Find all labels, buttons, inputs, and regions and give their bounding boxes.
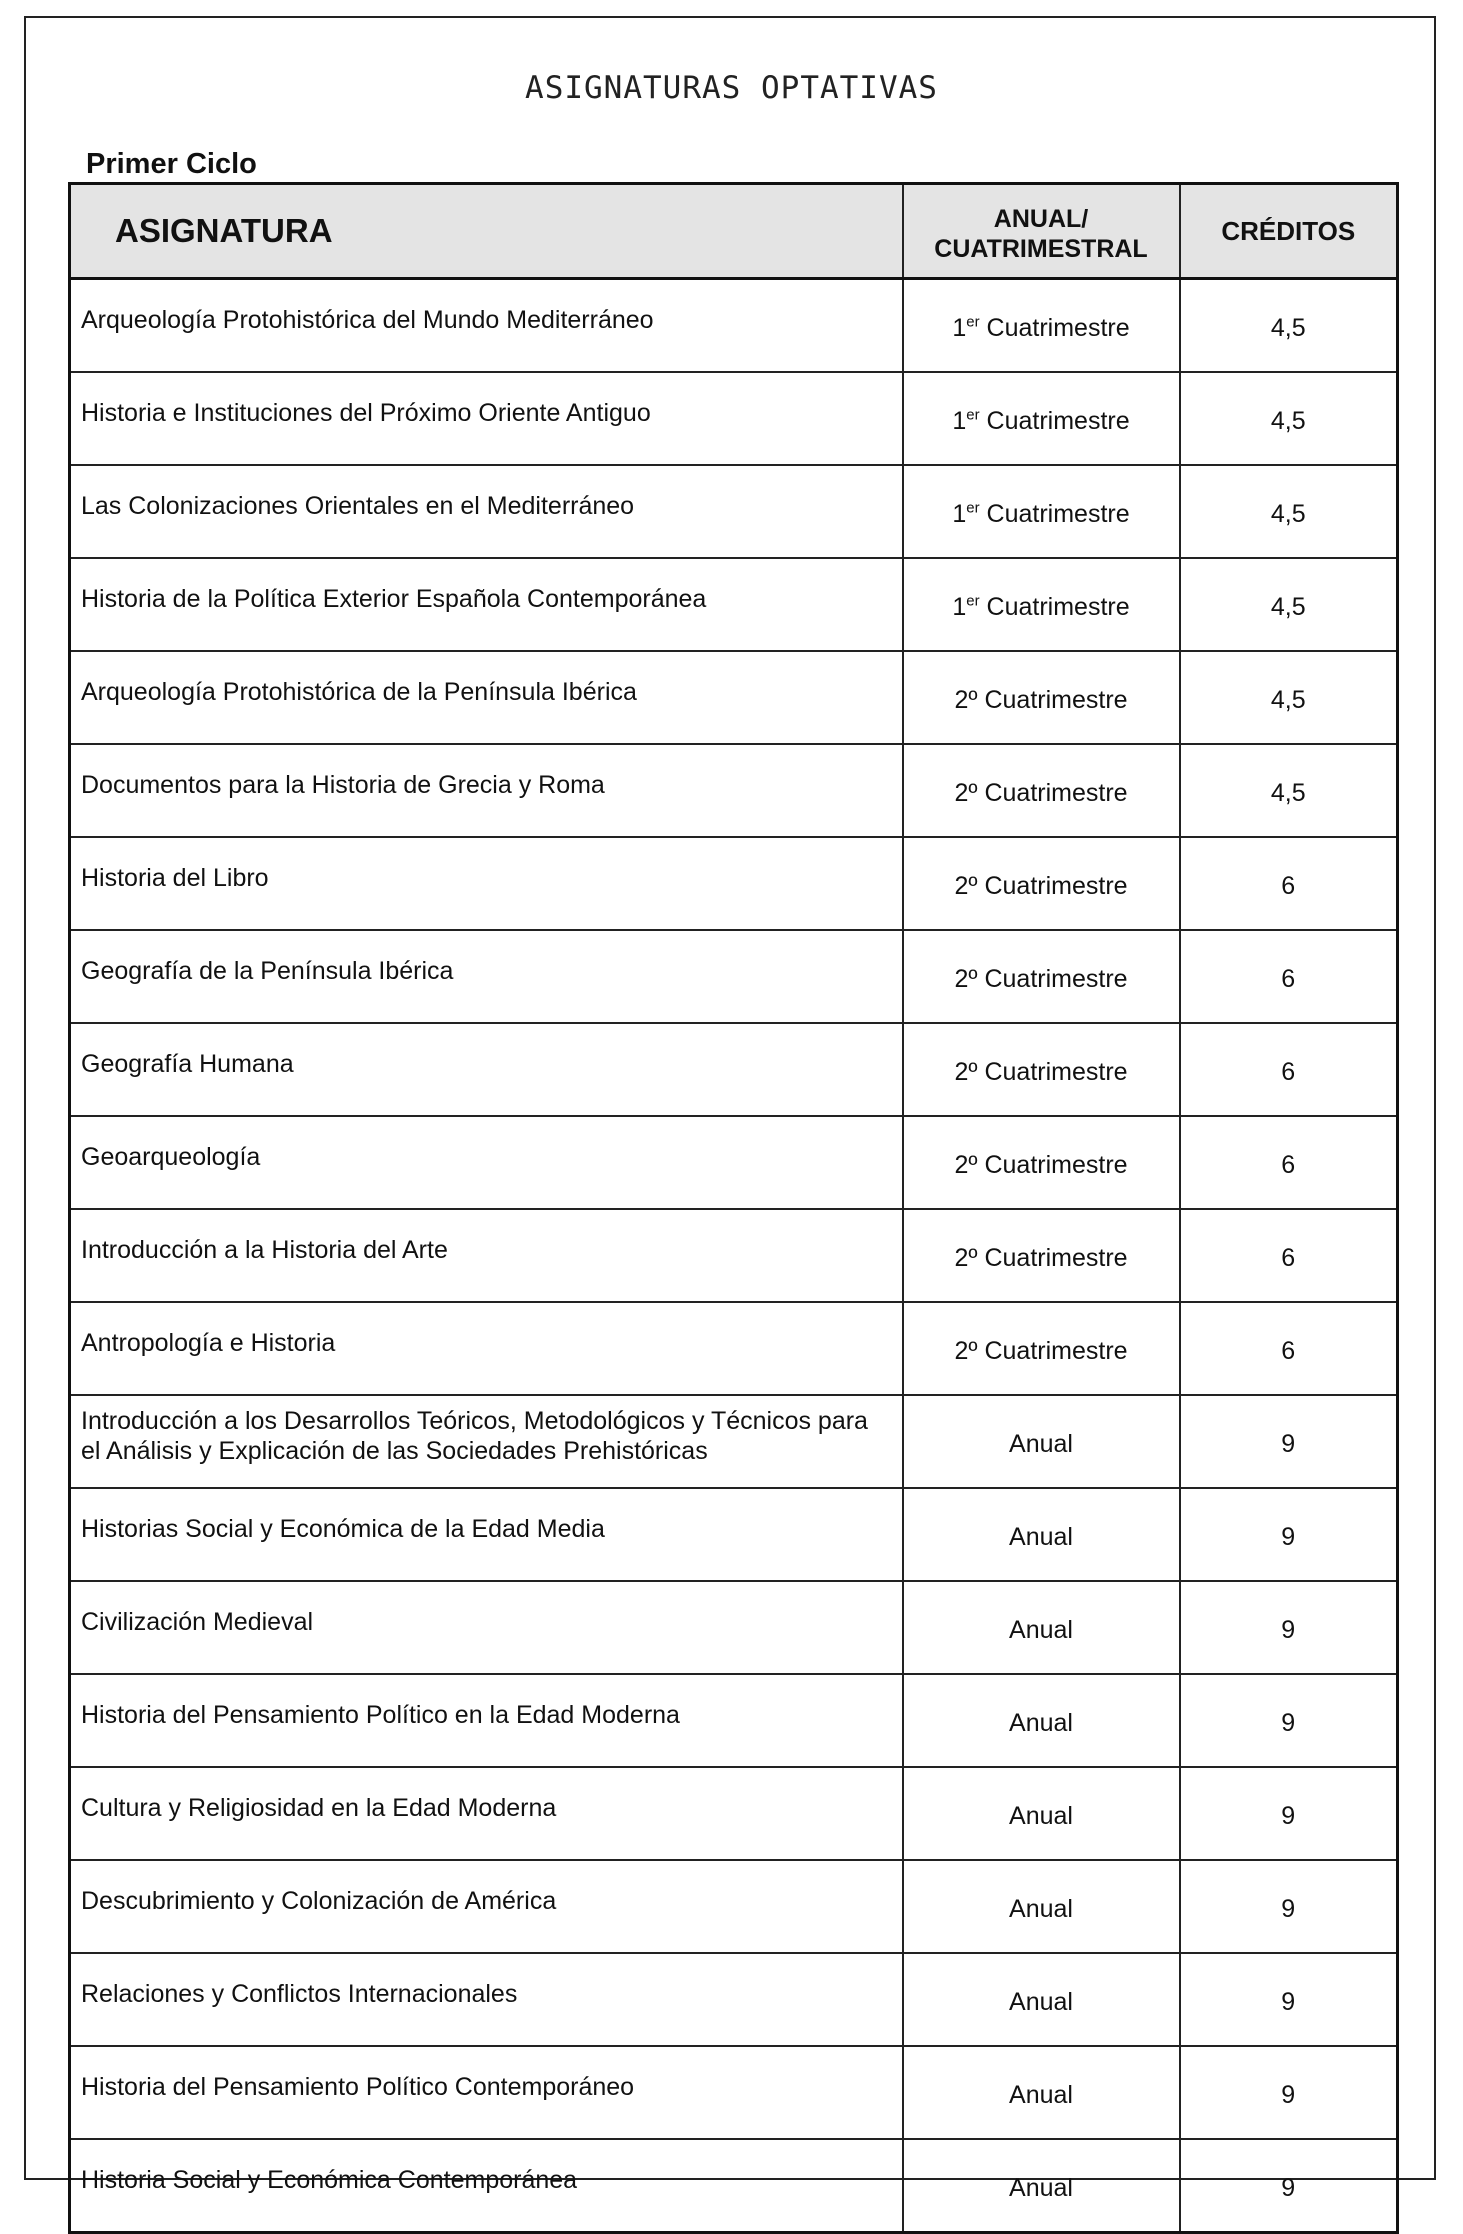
table-row (70, 465, 1398, 558)
period-text: Cuatrimestre (986, 313, 1130, 342)
table-row (70, 372, 1398, 465)
table-row (70, 837, 1398, 930)
credits-cell: 4,5 (1180, 558, 1398, 651)
period-text: Cuatrimestre (986, 406, 1130, 435)
credits-cell: 9 (1180, 1581, 1398, 1674)
period-cell (903, 651, 1180, 744)
table-row (70, 1860, 1398, 1953)
period-text: Cuatrimestre (984, 1243, 1128, 1272)
credits-cell: 6 (1180, 837, 1398, 930)
subject-cell: Cultura y Religiosidad en la Edad Moderna (70, 1767, 903, 1860)
table-row (70, 2139, 1398, 2233)
header-row (70, 184, 1398, 279)
period-number: 1 (952, 406, 967, 435)
credits-cell: 6 (1180, 1116, 1398, 1209)
period-text: Cuatrimestre (984, 1336, 1128, 1365)
credits-cell: 4,5 (1180, 651, 1398, 744)
credits-cell: 6 (1180, 930, 1398, 1023)
table-row (70, 1953, 1398, 2046)
period-cell (903, 279, 1180, 373)
subject-cell: Descubrimiento y Colonización de América (70, 1860, 903, 1953)
table-row (70, 930, 1398, 1023)
period-text: Cuatrimestre (986, 499, 1130, 528)
period-text: Cuatrimestre (984, 1150, 1128, 1179)
table-row (70, 1209, 1398, 1302)
period-number: 2º (954, 778, 978, 807)
subject-cell: Documentos para la Historia de Grecia y Roma (70, 744, 903, 837)
period-cell (903, 1395, 1180, 1488)
subject-cell: Civilización Medieval (70, 1581, 903, 1674)
credits-cell: 4,5 (1180, 744, 1398, 837)
subject-cell: Geografía de la Península Ibérica (70, 930, 903, 1023)
subject-cell: Introducción a la Historia del Arte (70, 1209, 903, 1302)
period-cell (903, 1302, 1180, 1395)
header-credits: CRÉDITOS (1180, 184, 1398, 279)
credits-cell: 9 (1180, 2139, 1398, 2233)
period-text: Anual (1009, 1522, 1073, 1551)
period-text: Cuatrimestre (984, 964, 1128, 993)
period-cell (903, 744, 1180, 837)
credits-cell: 4,5 (1180, 279, 1398, 373)
period-number: 2º (954, 1243, 978, 1272)
table-row (70, 1116, 1398, 1209)
period-text: Anual (1009, 1615, 1073, 1644)
page-title: ASIGNATURAS OPTATIVAS (525, 70, 938, 106)
credits-cell: 9 (1180, 1488, 1398, 1581)
period-cell (903, 2046, 1180, 2139)
credits-cell: 9 (1180, 1674, 1398, 1767)
period-text: Anual (1009, 2080, 1073, 2109)
period-cell (903, 1209, 1180, 1302)
table-row (70, 1302, 1398, 1395)
subject-cell: Arqueología Protohistórica de la Península Ibérica (70, 651, 903, 744)
period-text: Cuatrimestre (984, 871, 1128, 900)
period-number: 2º (954, 685, 978, 714)
subjects-table (68, 182, 1399, 2234)
subject-cell: Historia del Pensamiento Político en la Edad Moderna (70, 1674, 903, 1767)
subject-cell: Antropología e Historia (70, 1302, 903, 1395)
credits-cell: 9 (1180, 2046, 1398, 2139)
period-number: 2º (954, 964, 978, 993)
section-label: Primer Ciclo (86, 148, 257, 180)
subject-cell: Historias Social y Económica de la Edad Media (70, 1488, 903, 1581)
period-ordinal: er (966, 406, 980, 424)
period-text: Cuatrimestre (984, 685, 1128, 714)
period-number: 1 (952, 592, 967, 621)
subject-cell: Relaciones y Conflictos Internacionales (70, 1953, 903, 2046)
period-cell (903, 1767, 1180, 1860)
header-period (903, 184, 1180, 279)
header-period-line2: CUATRIMESTRAL (934, 234, 1148, 263)
period-text: Cuatrimestre (986, 592, 1130, 621)
period-number: 1 (952, 313, 967, 342)
table-row (70, 1674, 1398, 1767)
table-row (70, 2046, 1398, 2139)
period-cell (903, 1674, 1180, 1767)
subject-cell: Historia e Instituciones del Próximo Oriente Antiguo (70, 372, 903, 465)
credits-cell: 9 (1180, 1767, 1398, 1860)
period-text: Anual (1009, 1894, 1073, 1923)
period-ordinal: er (966, 592, 980, 610)
subject-cell: Arqueología Protohistórica del Mundo Mediterráneo (70, 279, 903, 373)
table-row (70, 1581, 1398, 1674)
period-number: 1 (952, 499, 967, 528)
period-cell (903, 1860, 1180, 1953)
table-row (70, 651, 1398, 744)
credits-cell: 6 (1180, 1023, 1398, 1116)
header-subject: ASIGNATURA (70, 184, 903, 279)
credits-cell: 6 (1180, 1302, 1398, 1395)
credits-cell: 9 (1180, 1953, 1398, 2046)
subject-cell: Historia de la Política Exterior Española Contemporánea (70, 558, 903, 651)
credits-cell: 9 (1180, 1395, 1398, 1488)
period-number: 2º (954, 1057, 978, 1086)
period-ordinal: er (966, 313, 980, 331)
period-cell (903, 558, 1180, 651)
subject-cell: Las Colonizaciones Orientales en el Mediterráneo (70, 465, 903, 558)
table-body (70, 279, 1398, 2233)
table-row (70, 1767, 1398, 1860)
period-cell (903, 372, 1180, 465)
credits-cell: 9 (1180, 1860, 1398, 1953)
period-cell (903, 2139, 1180, 2233)
period-ordinal: er (966, 499, 980, 517)
subject-cell: Historia del Pensamiento Político Contemporáneo (70, 2046, 903, 2139)
subject-cell: Geoarqueología (70, 1116, 903, 1209)
subject-cell: Historia del Libro (70, 837, 903, 930)
period-text: Anual (1009, 1987, 1073, 2016)
subject-cell: Historia Social y Económica Contemporánea (70, 2139, 903, 2233)
period-cell (903, 1023, 1180, 1116)
period-cell (903, 1116, 1180, 1209)
period-number: 2º (954, 1150, 978, 1179)
period-cell (903, 930, 1180, 1023)
credits-cell: 4,5 (1180, 372, 1398, 465)
period-text: Anual (1009, 1708, 1073, 1737)
period-cell (903, 1953, 1180, 2046)
table-row (70, 744, 1398, 837)
header-period-line1: ANUAL/ (993, 204, 1089, 233)
table-row (70, 1395, 1398, 1488)
subject-cell: Introducción a los Desarrollos Teóricos, Metodológicos y Técnicos para el Análisis y Explicación de las Sociedades Prehistóricas (70, 1395, 903, 1488)
subject-cell: Geografía Humana (70, 1023, 903, 1116)
table-row (70, 1488, 1398, 1581)
period-number: 2º (954, 1336, 978, 1365)
period-text: Anual (1009, 1801, 1073, 1830)
table-row (70, 1023, 1398, 1116)
table-row (70, 279, 1398, 373)
period-text: Anual (1009, 2173, 1073, 2202)
table-row (70, 558, 1398, 651)
period-cell (903, 1581, 1180, 1674)
period-cell (903, 465, 1180, 558)
credits-cell: 4,5 (1180, 465, 1398, 558)
period-text: Anual (1009, 1429, 1073, 1458)
period-text: Cuatrimestre (984, 778, 1128, 807)
period-number: 2º (954, 871, 978, 900)
period-cell (903, 837, 1180, 930)
credits-cell: 6 (1180, 1209, 1398, 1302)
period-text: Cuatrimestre (984, 1057, 1128, 1086)
period-cell (903, 1488, 1180, 1581)
